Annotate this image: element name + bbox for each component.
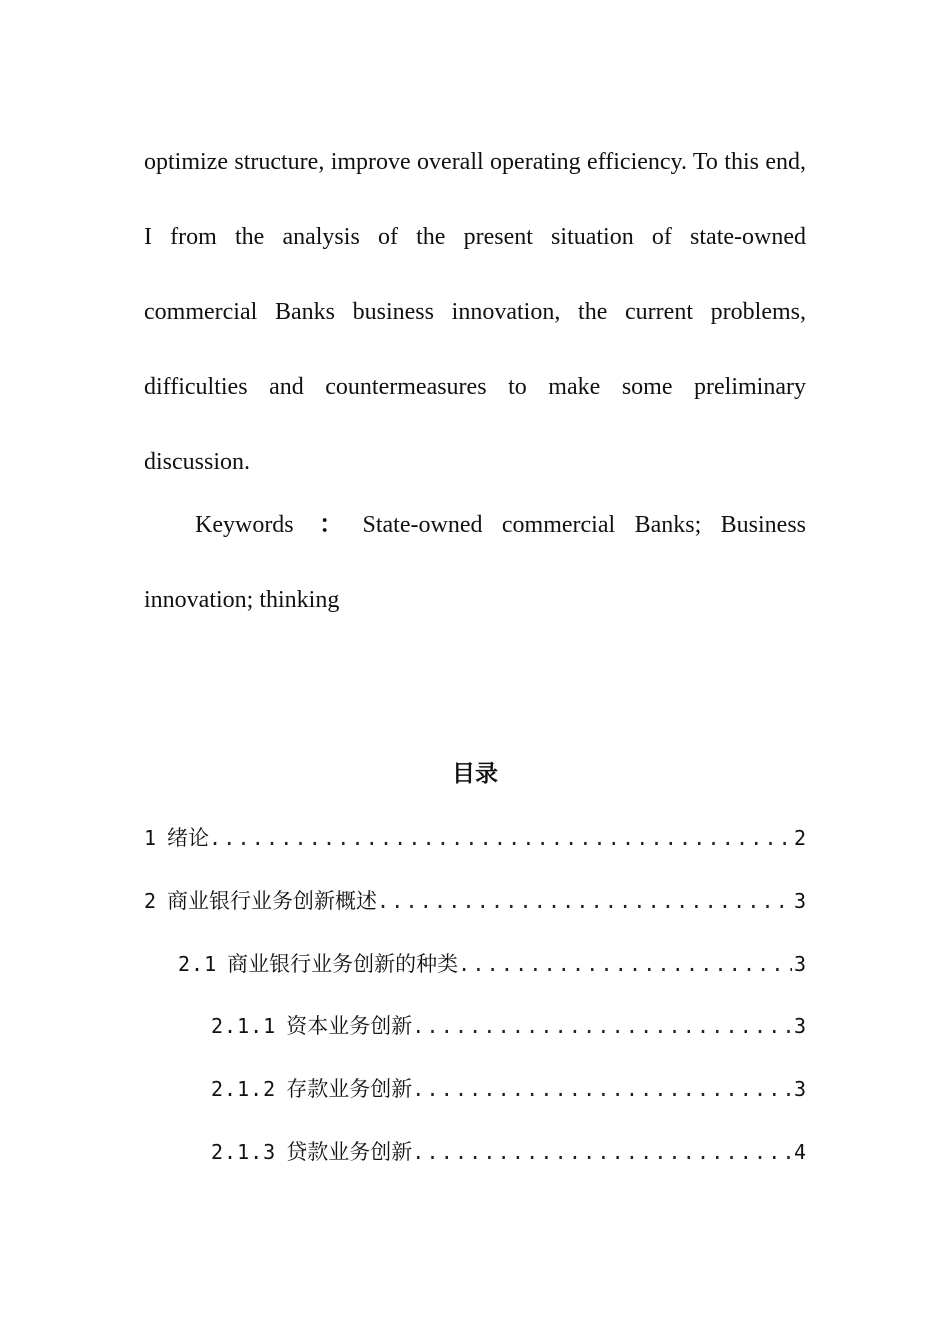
toc-entry[interactable] [144,1069,806,1132]
toc-entry[interactable] [144,818,806,881]
toc-entry-number: 2 [144,888,158,913]
toc-entry-title: 资本业务创新 [286,1014,413,1039]
toc-dot-leader [458,944,792,984]
toc-entry[interactable] [144,1132,806,1195]
table-of-contents [144,818,806,1195]
toc-dot-leader [377,881,792,921]
keywords-text: State-owned commercial Banks; Business innovation; thinking [144,512,807,613]
toc-entry[interactable] [144,944,806,1007]
abstract-paragraph: optimize structure, improve overall operating efficiency. To this end, I from the analysis of the present situation of state-owned commercial Banks business innovation, the current problems, difficulties and countermeasures to make some preliminary discussion. [144,149,806,475]
toc-entry-title: 贷款业务创新 [286,1139,413,1164]
toc-entry-number: 2.1.2 [211,1077,277,1102]
keywords-label: Keywords [195,512,294,538]
keywords-colon: ： [305,512,357,538]
toc-entry-page: 3 [793,1014,806,1039]
toc-dot-leader [412,1132,792,1172]
toc-title: 目录 [452,760,498,787]
toc-entry[interactable] [144,1006,806,1069]
toc-entry-number: 2.1.1 [211,1014,277,1039]
toc-entry-page: 3 [793,1077,806,1102]
toc-entry-page: 3 [793,951,806,976]
toc-entry-title: 商业银行业务创新的种类 [227,951,459,976]
keywords-paragraph [144,488,806,638]
toc-entry-number: 1 [144,826,158,850]
toc-entry-number: 2.1 [178,951,218,976]
toc-entry-title: 存款业务创新 [286,1077,413,1102]
toc-entry-page: 3 [793,888,806,913]
toc-entry[interactable] [144,881,806,944]
toc-dot-leader [209,818,792,858]
toc-entry-title: 商业银行业务创新概述 [167,888,378,913]
toc-dot-leader [412,1069,792,1109]
toc-entry-number: 2.1.3 [211,1139,277,1164]
toc-entry-title: 绪论 [167,826,210,850]
toc-dot-leader [412,1006,792,1046]
toc-entry-page: 2 [793,826,806,850]
toc-entry-page: 4 [793,1139,806,1164]
